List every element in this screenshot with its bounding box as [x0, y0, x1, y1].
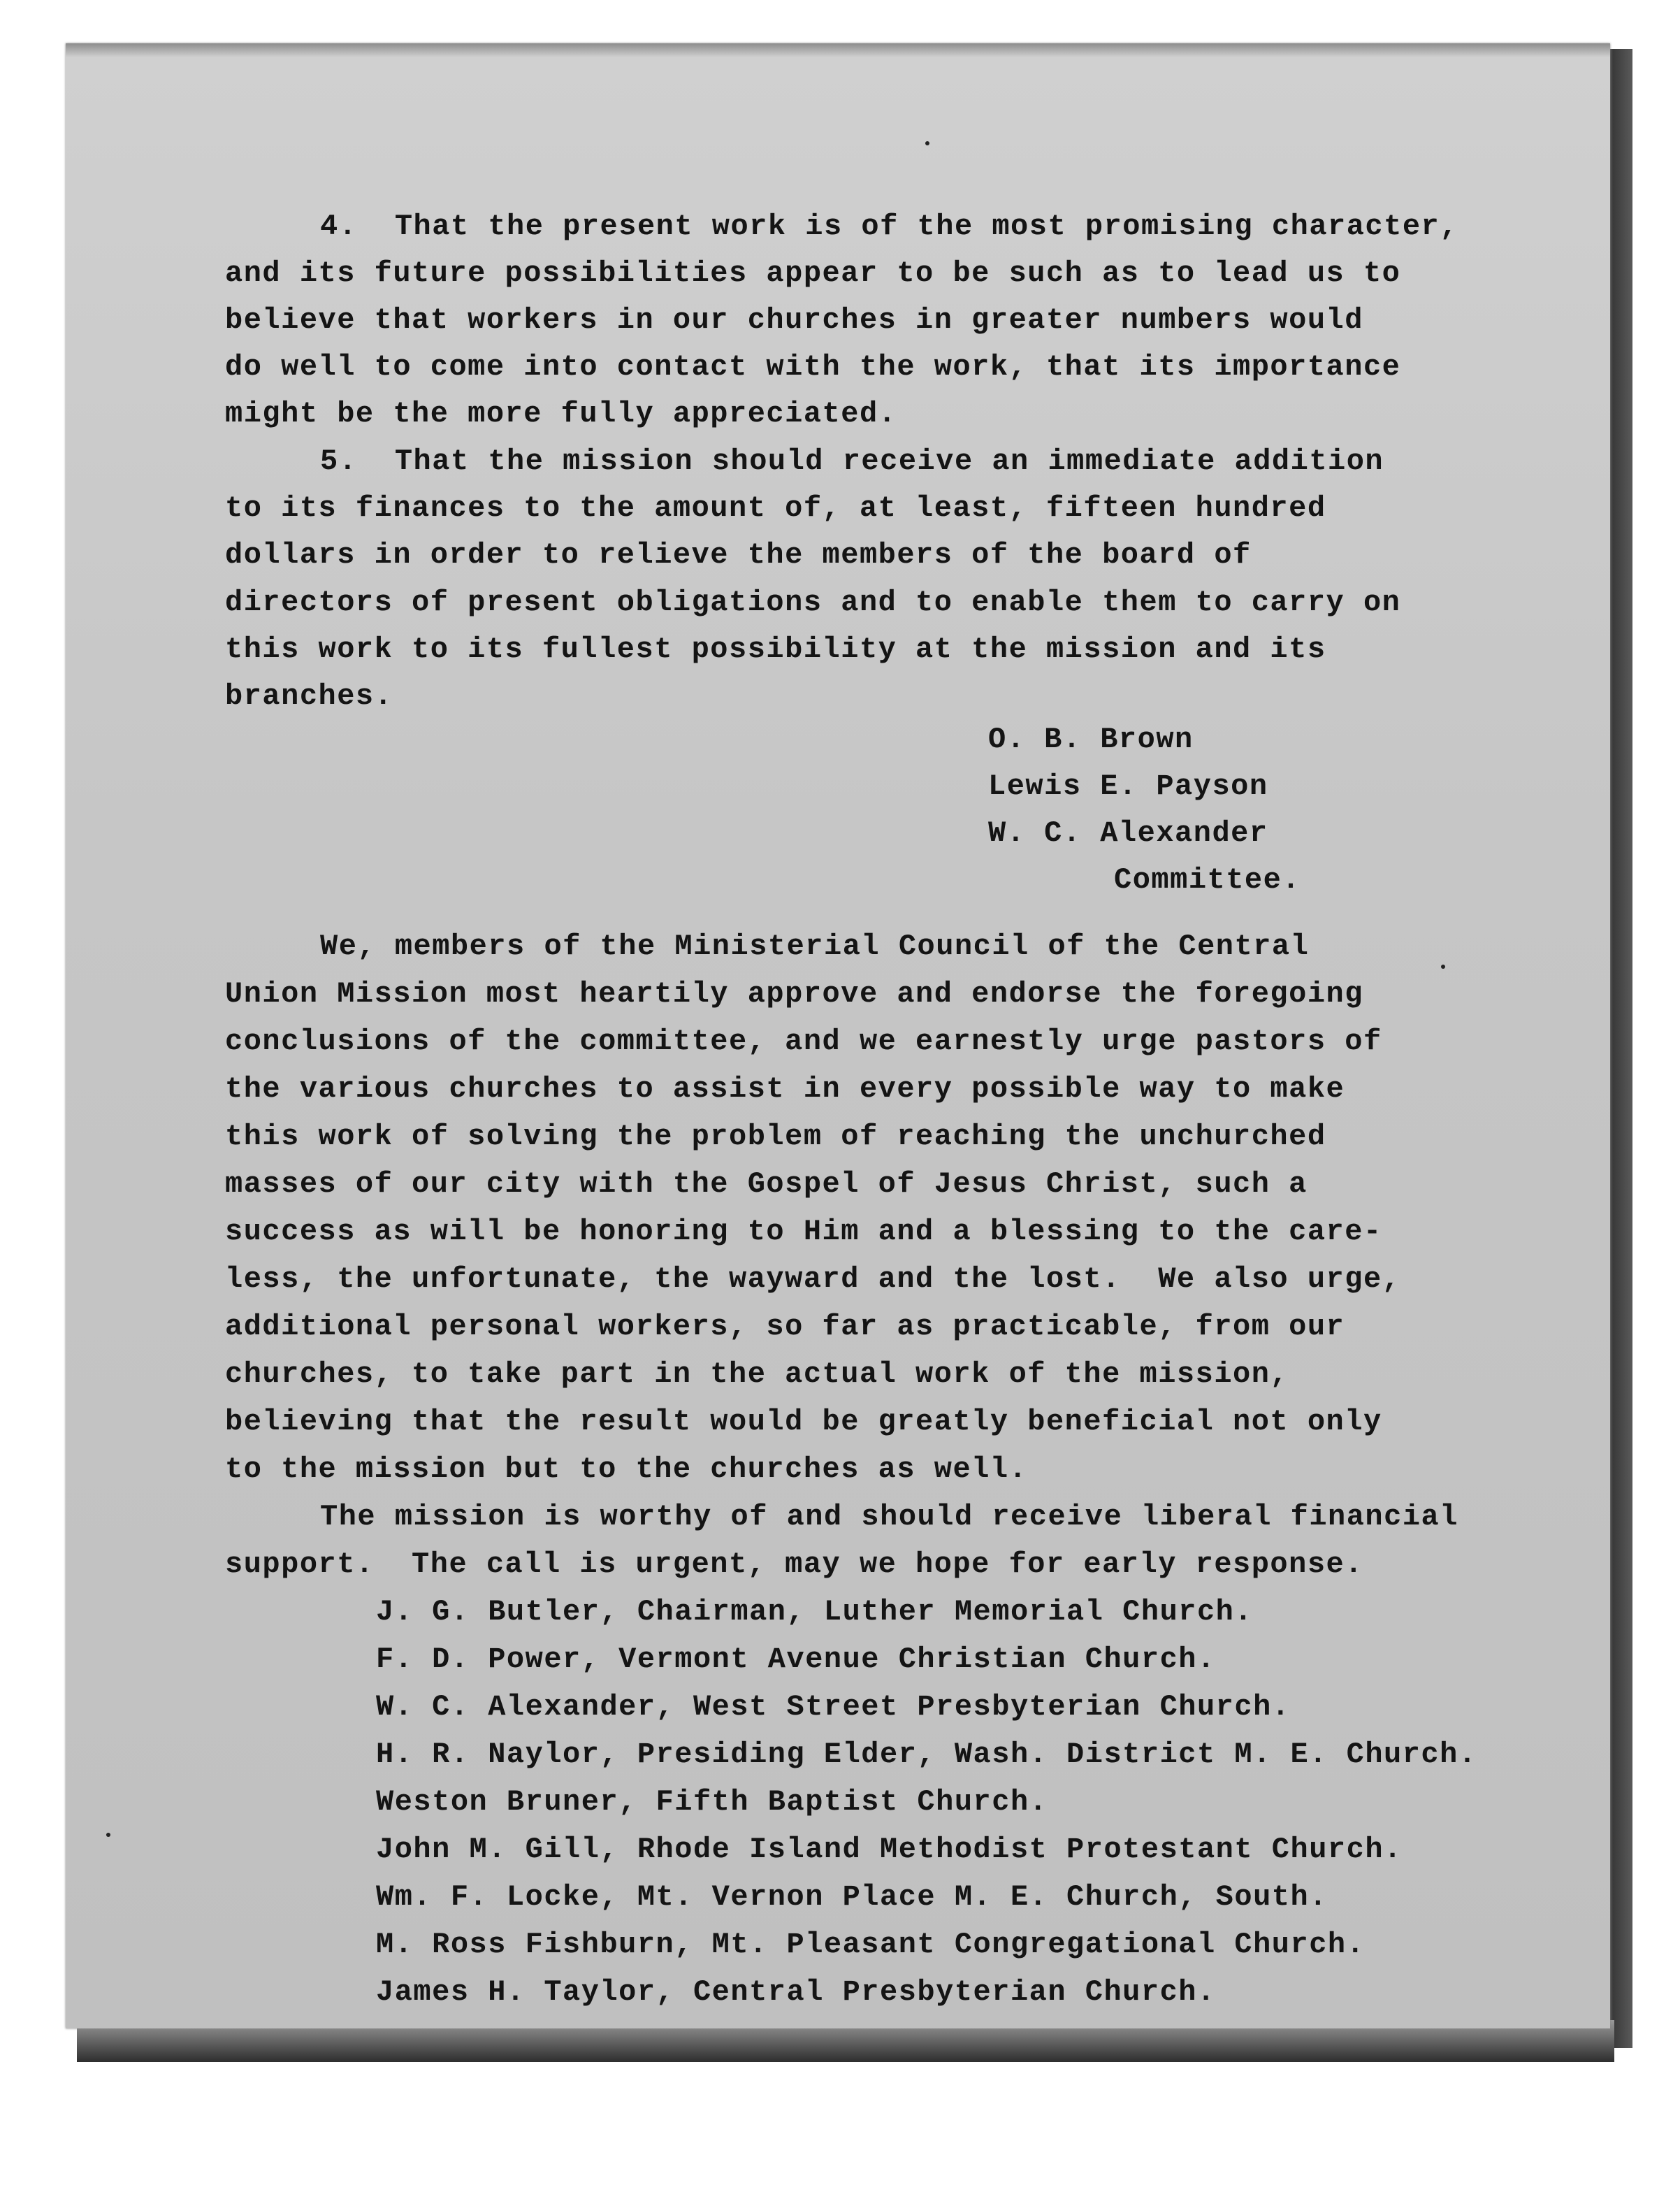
paragraph-4-line: 4. That the present work is of the most promising character,: [320, 210, 1458, 243]
signatory: F. D. Power, Vermont Avenue Christian Church.: [376, 1643, 1216, 1676]
endorsement-line: believing that the result would be greatly beneficial not only: [225, 1405, 1382, 1438]
endorsement-line: churches, to take part in the actual work of the mission,: [225, 1357, 1289, 1391]
paragraph-5-line: directors of present obligations and to enable them to carry on: [225, 586, 1401, 619]
endorsement-line: the various churches to assist in every possible way to make: [225, 1072, 1345, 1106]
endorsement-line: additional personal workers, so far as practicable, from our: [225, 1310, 1345, 1343]
endorsement-line: conclusions of the committee, and we earnestly urge pastors of: [225, 1025, 1382, 1058]
endorsement-line: this work of solving the problem of reaching the unchurched: [225, 1120, 1326, 1153]
signatory: W. C. Alexander, West Street Presbyterian Church.: [376, 1690, 1291, 1724]
paragraph-4-line: and its future possibilities appear to be such as to lead us to: [225, 257, 1401, 290]
document-body: [66, 43, 1610, 2028]
paragraph-5-line: this work to its fullest possibility at the mission and its: [225, 633, 1326, 666]
paragraph-4-line: do well to come into contact with the work, that its importance: [225, 350, 1401, 384]
signatory: H. R. Naylor, Presiding Elder, Wash. District M. E. Church.: [376, 1738, 1477, 1771]
endorsement-line: to the mission but to the churches as well.: [225, 1452, 1028, 1486]
paragraph-5-line: branches.: [225, 679, 393, 713]
signatory: Weston Bruner, Fifth Baptist Church.: [376, 1785, 1048, 1819]
appeal-line: support. The call is urgent, may we hope for early response.: [225, 1548, 1363, 1581]
endorsement-line: masses of our city with the Gospel of Jesus Christ, such a: [225, 1167, 1308, 1201]
committee-member: W. C. Alexander: [988, 816, 1268, 850]
endorsement-line: less, the unfortunate, the wayward and the lost. We also urge,: [225, 1262, 1401, 1296]
appeal-line: The mission is worthy of and should receive liberal financial: [320, 1500, 1458, 1534]
paragraph-4-line: might be the more fully appreciated.: [225, 397, 897, 431]
committee-member: O. B. Brown: [988, 723, 1194, 756]
paragraph-5-line: 5. That the mission should receive an immediate addition: [320, 445, 1384, 478]
paragraph-5-line: dollars in order to relieve the members of the board of: [225, 538, 1252, 572]
signatory: John M. Gill, Rhode Island Methodist Protestant Church.: [376, 1833, 1403, 1866]
endorsement-line: Union Mission most heartily approve and endorse the foregoing: [225, 977, 1363, 1011]
signatory: James H. Taylor, Central Presbyterian Church.: [376, 1975, 1216, 2009]
signatory: J. G. Butler, Chairman, Luther Memorial Church.: [376, 1595, 1254, 1629]
endorsement-line: We, members of the Ministerial Council of the Central: [320, 930, 1310, 963]
paragraph-5-line: to its finances to the amount of, at least, fifteen hundred: [225, 491, 1326, 525]
committee-label: Committee.: [1114, 863, 1301, 897]
paragraph-4-line: believe that workers in our churches in greater numbers would: [225, 303, 1363, 337]
signatory: M. Ross Fishburn, Mt. Pleasant Congregational Church.: [376, 1928, 1366, 1961]
signatory: Wm. F. Locke, Mt. Vernon Place M. E. Church, South.: [376, 1880, 1328, 1914]
committee-member: Lewis E. Payson: [988, 770, 1268, 803]
typed-page: [66, 43, 1610, 2028]
endorsement-line: success as will be honoring to Him and a blessing to the care-: [225, 1215, 1382, 1248]
